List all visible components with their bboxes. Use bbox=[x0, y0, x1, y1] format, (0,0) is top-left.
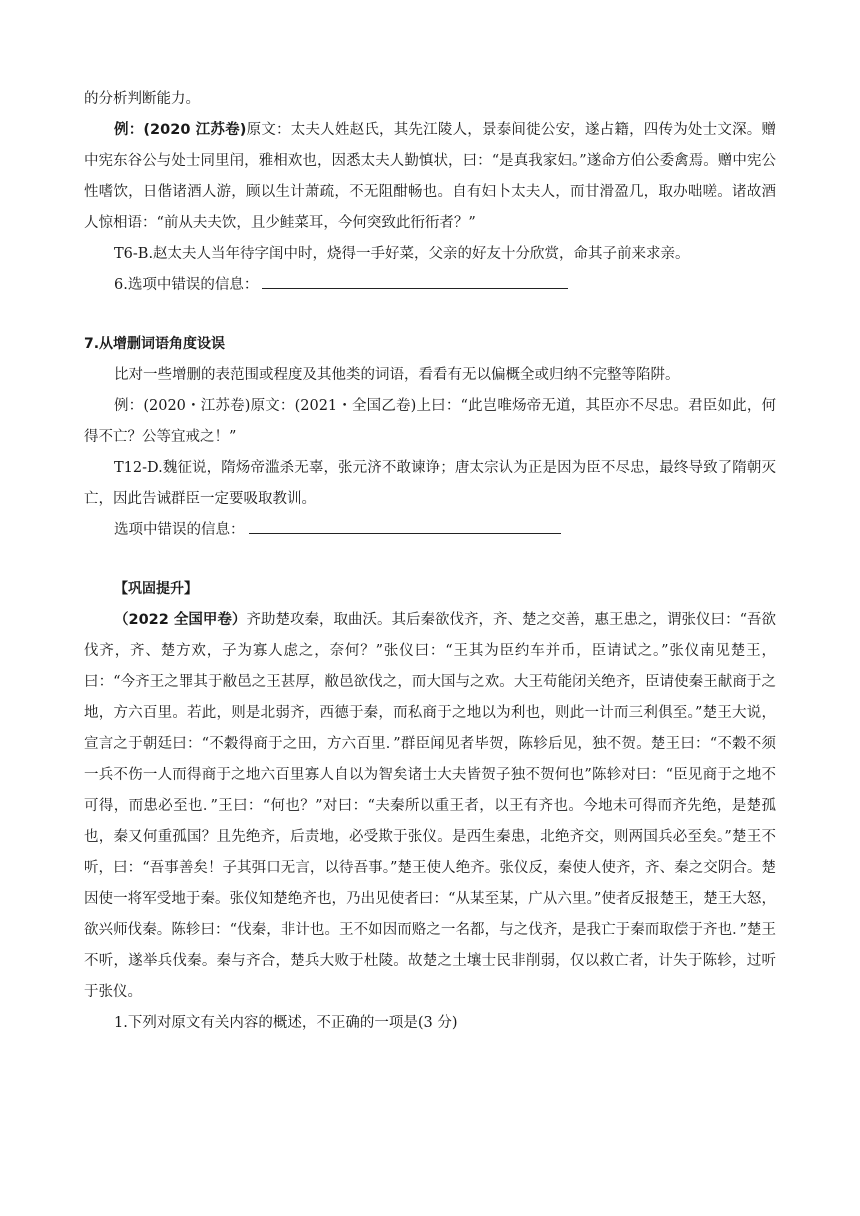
document-page bbox=[84, 84, 776, 1039]
section7-heading: 7.从增删词语角度设误 bbox=[84, 336, 226, 352]
section6-question bbox=[84, 270, 776, 301]
consolidate-passage bbox=[84, 605, 776, 1008]
consolidate-passage-text: 齐助楚攻秦，取曲沃。其后秦欲伐齐，齐、楚之交善，惠王患之，谓张仪曰：“吾欲伐齐，齐、楚方欢，子为寡人虑之，奈何？”张仪曰：“王其为臣约车并币，臣请试之。”张仪南见楚王，曰：“今齐王之罪其于敝邑之王甚厚，敝邑欲伐之，而大国与之欢。大王苟能闭关绝齐，臣请使秦王献商于之地，方六百里。若此，则是北弱齐，西德于秦，而私商于之地以为利也，则此一计而三利俱至。”楚王大说，宣言之于朝廷曰：“不穀得商于之田，方六百里．”群臣闻见者毕贺，陈轸后见，独不贺。楚王曰：“不穀不须一兵不伤一人而得商于之地六百里寡人自以为智矣诸士大夫皆贺子独不贺何也”陈轸对曰：“臣见商于之地不可得，而患必至也．”王曰：“何也？”对曰：“夫秦所以重王者，以王有齐也。今地未可得而齐先绝，是楚孤也，秦又何重孤国？且先绝齐，后责地，必受欺于张仪。是西生秦患，北绝齐交，则两国兵必至矣。”楚王不听，曰：“吾事善矣！子其弭口无言，以待吾事。”楚王使人绝齐。张仪反，秦使人使齐，齐、秦之交阴合。楚因使一将军受地于秦。张仪知楚绝齐也，乃出见使者曰：“从某至某，广从六里。”使者反报楚王，楚王大怒，欲兴师伐秦。陈轸曰：“伐秦，非计也。王不如因而赂之一名都，与之伐齐，是我亡于秦而取偿于齐也．”楚王不听，遂举兵伐秦。秦与齐合，楚兵大败于杜陵。故楚之土壤士民非削弱，仅以救亡者，计失于陈轸，过听于张仪。 bbox=[84, 612, 776, 1000]
section7-intro: 比对一些增删的表范围或程度及其他类的词语，看看有无以偏概全或归纳不完整等陷阱。 bbox=[114, 367, 680, 383]
section7-option: T12-D.魏征说，隋炀帝滥杀无辜，张元济不敢谏诤；唐太宗认为正是因为臣不尽忠，最终导致了隋朝灭亡，因此告诫群臣一定要吸取教训。 bbox=[84, 460, 776, 507]
section6-question-label: 6.选项中错误的信息： bbox=[114, 277, 259, 293]
section6-example-label: 例：(2020 江苏卷) bbox=[114, 122, 247, 138]
section7-question-label: 选项中错误的信息： bbox=[114, 522, 245, 538]
section7-example-text: 上曰：“此岂唯炀帝无道，其臣亦不尽忠。君臣如此，何得不亡？公等宜戒之！” bbox=[84, 398, 776, 445]
consolidate-question: 1.下列对原文有关内容的概述，不正确的一项是(3 分) bbox=[114, 1015, 458, 1031]
section6-tail: 的分析判断能力。 bbox=[84, 91, 200, 107]
section7-example bbox=[84, 391, 776, 453]
section7-question bbox=[84, 515, 776, 546]
section7-example-prefix: 例：(2020・江苏卷)原文：(2021・全国乙卷) bbox=[114, 398, 417, 414]
section7-answer-blank[interactable] bbox=[249, 515, 561, 534]
consolidate-source: （2022 全国甲卷） bbox=[114, 612, 247, 628]
section6-example-text: 原文：太夫人姓赵氏，其先江陵人，景泰间徙公安，遂占籍，四传为处士文深。赠中宪东谷公与处士同里闬，雅相欢也，因悉太夫人勤慎状，曰：“是真我家妇。”遂命方伯公委禽焉。赠中宪公性嗜饮，日偕诸酒人游，顾以生计萧疏，不无阻酣畅也。自有妇卜太夫人，而甘滑盈几，取办咄嗟。诸故酒人惊相语：“前从夫夫饮，且少鲑菜耳，今何突致此衎衎者？” bbox=[84, 122, 776, 231]
section6-answer-blank[interactable] bbox=[262, 270, 568, 289]
consolidate-heading: 【巩固提升】 bbox=[114, 581, 198, 597]
section6-option: T6-B.赵太夫人当年待字闺中时，烧得一手好菜，父亲的好友十分欣赏，命其子前来求亲。 bbox=[114, 246, 690, 262]
section6-example bbox=[84, 115, 776, 239]
